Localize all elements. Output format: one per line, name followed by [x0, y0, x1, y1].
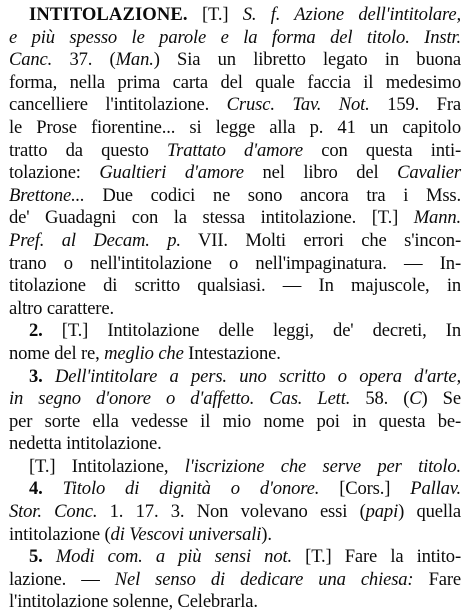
text-run — [43, 366, 55, 387]
entry-line — [9, 207, 461, 230]
text-run: VII. Molti errori che s'incon- — [180, 229, 461, 251]
text-run: Stor. Conc. — [9, 501, 98, 523]
text-run: Pref. al Decam. p. — [9, 229, 181, 251]
text-run: Nel senso di dedicare una chiesa: — [114, 568, 414, 590]
text-run: [T.] Intitolazione delle leggi, de' decreti, In — [42, 320, 461, 342]
text-run: in segno d'onore o d'affetto. Cas. Lett. — [9, 388, 351, 410]
text-run: [T.] Fare la intito- — [292, 546, 461, 568]
text-run: 1. 17. 3. Non volevano essi ( — [97, 501, 366, 523]
text-run: cancelliere l'intitolazione. — [9, 94, 227, 116]
text-run: ) Se — [421, 388, 461, 410]
text-run: Canc. — [9, 49, 53, 71]
text-run: Pallav. — [410, 478, 462, 500]
text-run — [43, 478, 63, 499]
entry-line — [9, 411, 461, 434]
text-run: Crusc. Tav. Not. — [226, 94, 370, 116]
entry-line — [9, 591, 461, 614]
text-run: 37. ( — [52, 49, 116, 71]
text-run: ) quella — [398, 501, 462, 523]
text-run: con questa inti- — [303, 139, 461, 161]
text-run: Dell'intitolare a pers. uno scritto o opera d'arte, — [54, 365, 462, 387]
entry-line — [9, 72, 461, 95]
text-run: l'iscrizione che serve per titolo. — [184, 455, 461, 477]
entry-line — [9, 298, 461, 321]
entry-line — [9, 388, 461, 411]
entry-line — [9, 433, 461, 456]
text-run: nome del re, — [9, 342, 105, 364]
text-run — [43, 546, 56, 567]
text-run: Brettone... — [9, 184, 85, 206]
text-run: Gualtieri d'amore — [99, 162, 244, 184]
entry-line — [9, 524, 461, 547]
text-run: Mann. — [413, 207, 461, 229]
entry-line — [9, 27, 461, 50]
text-run: de' Guadagni con la stessa intitolazione. [T.] — [9, 207, 414, 229]
sense-2-line — [9, 320, 461, 343]
text-run: Man. — [115, 49, 154, 71]
entry-line — [9, 49, 461, 72]
text-run: [T.] Intitolazione, — [29, 455, 185, 477]
text-run: Cavalier — [397, 162, 461, 184]
text-run: le Prose fiorentine... si legge alla p. 41 un capitolo — [9, 116, 461, 138]
text-run: di Vescovi universali — [110, 523, 262, 545]
entry-line — [9, 94, 461, 117]
entry-line — [9, 162, 461, 185]
text-run: e più spesso le parole e la forma del titolo. Instr. — [9, 26, 461, 48]
text-run: titolazione di scritto qualsiasi. — In majuscole, in — [9, 275, 461, 297]
text-run: tratto da questo — [9, 139, 167, 161]
entry-line — [9, 343, 461, 366]
text-run: C — [409, 388, 422, 410]
text-run: 2. — [29, 320, 43, 342]
entry-line — [9, 117, 461, 140]
text-run: Titolo di dignità o d'onore. — [62, 478, 320, 500]
text-run: Intestazione. — [183, 342, 281, 364]
text-run: Fare — [413, 568, 462, 590]
text-run: lazione. — — [9, 568, 115, 590]
text-run: l'intitolazione solenne, Celebrarla. — [9, 591, 258, 613]
text-run: per sorte ella vedesse il mio nome poi in questa be- — [9, 410, 461, 432]
entry-line — [9, 275, 461, 298]
text-run: tolazione: — [9, 162, 100, 184]
text-run: 159. Fra — [369, 94, 462, 116]
entry-line — [9, 501, 461, 524]
text-run: 3. — [29, 365, 43, 387]
text-run: intitolazione ( — [9, 523, 111, 545]
text-run: 58. ( — [350, 388, 410, 410]
entry-line — [9, 4, 461, 27]
entry-line — [9, 456, 461, 479]
entry-line — [9, 185, 461, 208]
entry-line — [9, 569, 461, 592]
text-run: Due codici ne sono ancora tra i Mss. — [84, 184, 461, 206]
entry-line — [9, 230, 461, 253]
sense-4-line — [9, 478, 461, 501]
text-run: Modi com. a più sensi not. — [55, 546, 292, 568]
text-run: ) Sia un libretto legato in buona — [153, 49, 461, 71]
text-run: nel libro del — [243, 162, 398, 184]
text-run: altro carattere. — [9, 297, 114, 319]
headword: INTITOLAZIONE. — [29, 4, 188, 25]
text-run: meglio che — [104, 342, 184, 364]
text-run: 5. — [29, 546, 43, 568]
text-run: ). — [261, 523, 272, 545]
text-run: forma, nella prima carta del quale faccia il medesimo — [9, 71, 461, 93]
text-run: trano o nell'intitolazione o nell'impaginatura. — In- — [9, 252, 461, 274]
sense-5-line — [9, 546, 461, 569]
text-run: S. f. Azione dell'intitolare, — [242, 4, 461, 25]
sense-3-line — [9, 366, 461, 389]
entry-line — [9, 140, 461, 163]
text-run: [Cors.] — [319, 478, 411, 500]
text-run: papi — [365, 501, 399, 523]
text-run: Trattato d'amore — [166, 139, 304, 161]
text-run: [T.] — [187, 4, 243, 25]
entry-line — [9, 253, 461, 276]
text-run: 4. — [29, 478, 43, 500]
text-run: nedetta intitolazione. — [9, 433, 162, 455]
